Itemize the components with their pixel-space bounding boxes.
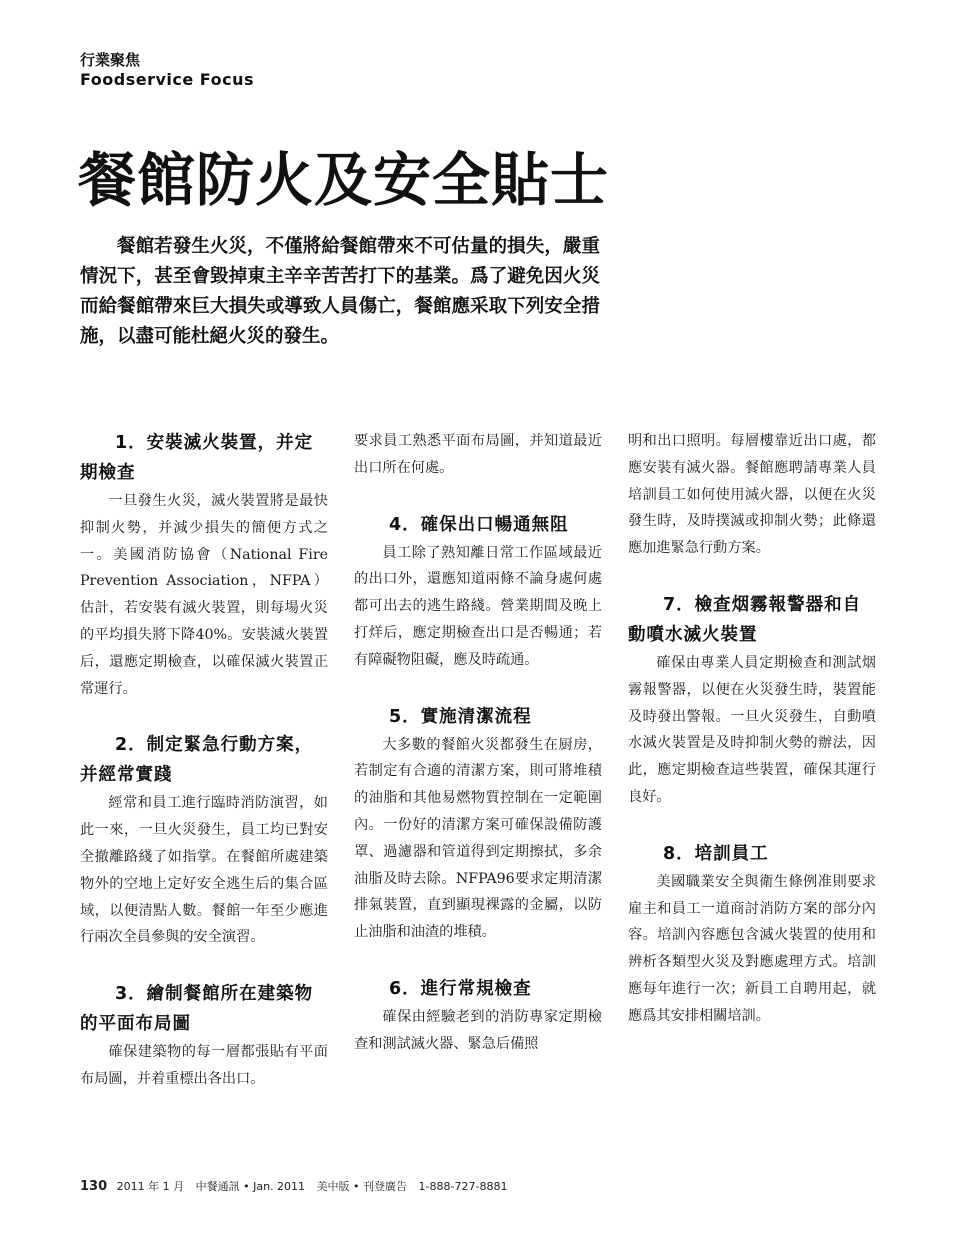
section-heading: 1．安裝滅火裝置，并定期檢查 xyxy=(80,433,314,483)
section-body-continued: 要求員工熟悉平面布局圖，并知道最近出口所在何處。 xyxy=(354,433,602,476)
page-footer xyxy=(80,1178,507,1194)
section-body: 員工除了熟知離日常工作區域最近的出口外，還應知道兩條不論身處何處都可出去的逃生路綫。營業期間及晚上打烊后，應定期檢查出口是否暢通；若有障礙物阻礙，應及時疏通。 xyxy=(354,544,602,668)
article-column-1 xyxy=(80,428,328,1093)
section-8 xyxy=(628,839,876,1030)
section-body: 大多數的餐館火災都發生在厨房，若制定有合適的清潔方案，則可將堆積的油脂和其他易燃物質控制在一定範圍內。一份好的清潔方案可確保設備防護罩、過濾器和管道得到定期擦拭，多余油脂及時去除。NFPA96要求定期清潔排氣裝置，直到顯現裸露的金屬，以防止油脂和油渣的堆積。 xyxy=(354,736,602,941)
section-heading: 7．檢查烟霧報警器和自動噴水滅火裝置 xyxy=(628,594,862,645)
section-body-continued: 明和出口照明。每層樓靠近出口處，都應安裝有滅火器。餐館應聘請專業人員培訓員工如何使用滅火器，以便在火災發生時，及時撲滅或抑制火勢；此條還應加進緊急行動方案。 xyxy=(628,433,876,557)
section-6 xyxy=(354,974,602,1058)
section-body: 確保由經驗老到的消防專家定期檢查和測試滅火器、緊急后備照 xyxy=(354,1008,602,1052)
section-1 xyxy=(80,428,328,702)
section-heading: 2．制定緊急行動方案，并經常實踐 xyxy=(80,735,314,786)
section-heading: 4．確保出口暢通無阻 xyxy=(389,514,569,535)
article-title: 餐館防火及安全貼士 xyxy=(78,146,610,214)
section-body: 經常和員工進行臨時消防演習，如此一來，一旦火災發生，員工均已對安全撤離路綫了如指掌。在餐館所處建築物外的空地上定好安全逃生后的集合區域，以便清點人數。餐館一年至少應進行兩次全員參與的安全演習。 xyxy=(80,795,328,946)
section-2 xyxy=(80,730,328,951)
section-7 xyxy=(628,590,876,811)
section-heading: 6．進行常規檢查 xyxy=(389,978,532,999)
article-column-3 xyxy=(628,428,876,1030)
section-heading: 5．實施清潔流程 xyxy=(389,706,532,727)
section-label-zh: 行業聚焦 xyxy=(80,51,141,69)
section-heading: 3．繪制餐館所在建築物的平面布局圖 xyxy=(80,984,314,1035)
section-4 xyxy=(354,510,602,674)
section-body: 一旦發生火災，滅火裝置將是最快抑制火勢，并減少損失的簡便方式之一。美國消防協會（National Fire Prevention Association，NFPA）估計，若安裝有滅火裝置，則每場火災的平均損失將下降40%。安裝滅火裝置后，還應定期檢查，以確保滅火裝置正常運行。 xyxy=(80,493,328,697)
article-column-2 xyxy=(354,428,602,1058)
section-heading: 8．培訓員工 xyxy=(663,843,769,864)
page-number: 130 xyxy=(80,1179,108,1194)
footer-publication: 中餐通訊 • Jan. 2011 xyxy=(195,1180,306,1193)
footer-phone: 1-888-727-8881 xyxy=(418,1180,508,1193)
section-5 xyxy=(354,702,602,946)
footer-date: 2011 年 1 月 xyxy=(116,1180,185,1193)
section-3 xyxy=(80,979,328,1093)
section-body: 確保建築物的每一層都張貼有平面布局圖，并着重標出各出口。 xyxy=(80,1044,328,1087)
article-lede: 餐館若發生火災，不僅將給餐館帶來不可估量的損失，嚴重情況下，甚至會毀掉東主辛辛苦苦打下的基業。爲了避免因火災而給餐館帶來巨大損失或導致人員傷亡，餐館應采取下列安全措施，以盡可能杜絕火災的發生。 xyxy=(80,236,600,347)
section-body: 確保由專業人員定期檢查和測試烟霧報警器，以便在火災發生時，裝置能及時發出警報。一旦火災發生，自動噴水滅火裝置是及時抑制火勢的辦法，因此，應定期檢查這些裝置，確保其運行良好。 xyxy=(628,654,876,805)
section-label xyxy=(80,50,254,90)
footer-edition: 美中版 • 刊登廣告 xyxy=(316,1180,408,1193)
section-label-en: Foodservice Focus xyxy=(80,70,254,89)
section-body: 美國職業安全與衛生條例准則要求雇主和員工一道商討消防方案的部分內容。培訓內容應包含滅火裝置的使用和辨析各類型火災及對應處理方式。培訓應每年進行一次；新員工自聘用起，就應爲其安排相關培訓。 xyxy=(628,873,876,1024)
